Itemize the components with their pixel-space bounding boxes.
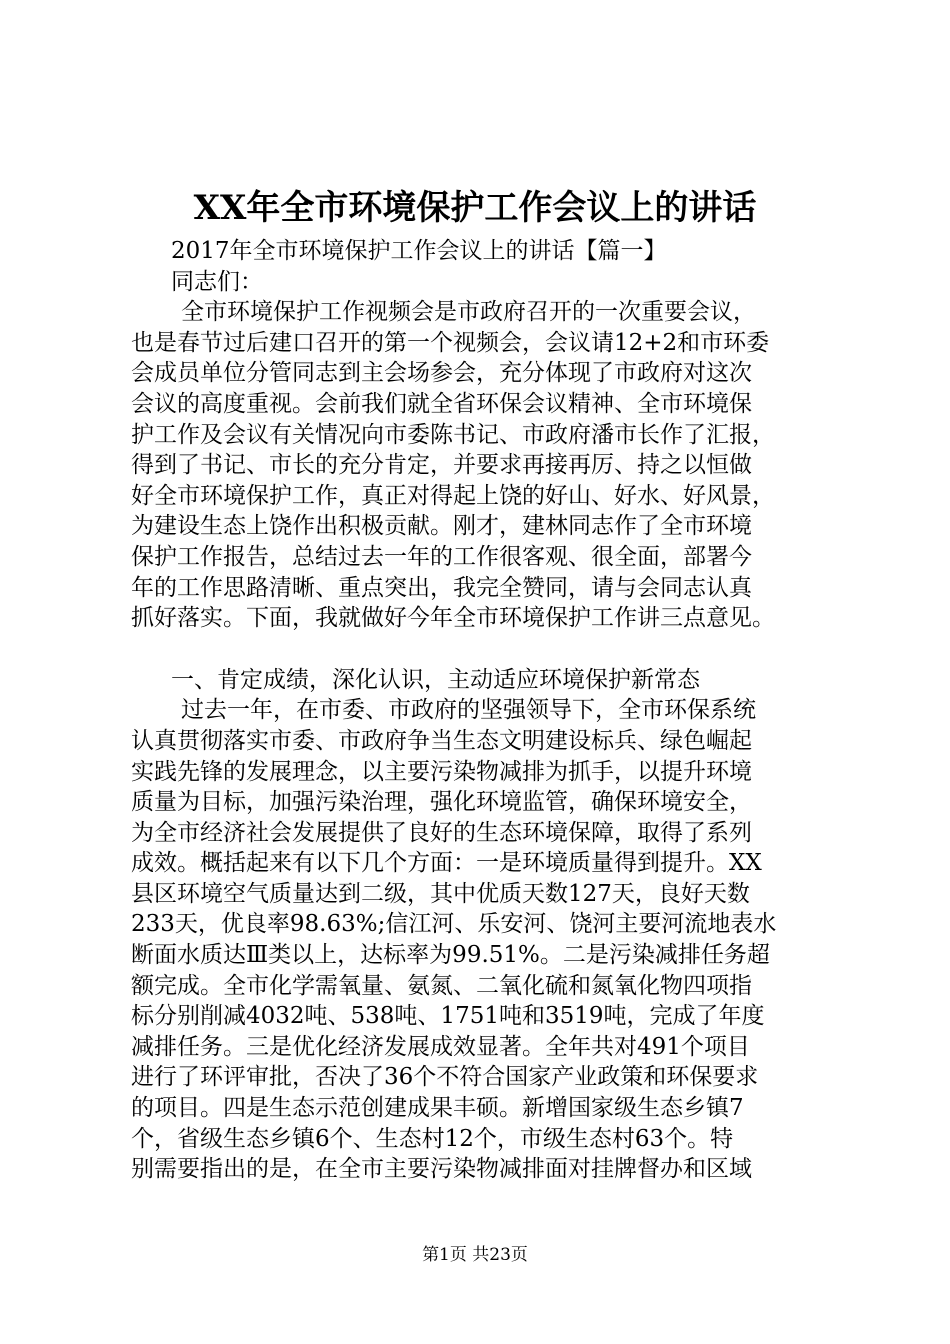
document-title: XX年全市环境保护工作会议上的讲话 <box>193 188 757 228</box>
paragraph-line: 也是春节过后建口召开的第一个视频会，会议请12+2和市环委 <box>131 329 770 356</box>
paragraph-line: 个，省级生态乡镇6个、生态村12个，市级生态村63个。特 <box>131 1125 734 1152</box>
paragraph-line: 好全市环境保护工作，真正对得起上饶的好山、好水、好风景， <box>131 482 775 509</box>
paragraph-line: 为全市经济社会发展提供了良好的生态环境保障，取得了系列 <box>131 819 752 846</box>
paragraph-line: 标分别削减4032吨、538吨、1751吨和3519吨，完成了年度 <box>131 1003 765 1030</box>
paragraph-line: 认真贯彻落实市委、市政府争当生态文明建设标兵、绿色崛起 <box>131 727 752 754</box>
paragraph-gap <box>131 634 851 665</box>
paragraph-line: 会成员单位分管同志到主会场参会，充分体现了市政府对这次 <box>131 360 752 387</box>
paragraph-line: 全市环境保护工作视频会是市政府召开的一次重要会议， <box>181 299 756 326</box>
paragraph-line: 进行了环评审批，否决了36个不符合国家产业政策和环保要求 <box>131 1064 759 1091</box>
paragraph-line: 成效。概括起来有以下几个方面：一是环境质量得到提升。XX <box>131 850 762 877</box>
document-subtitle: 2017年全市环境保护工作会议上的讲话【篇一】 <box>171 238 667 264</box>
paragraph-line: 别需要指出的是，在全市主要污染物减排面对挂牌督办和区域 <box>131 1156 752 1183</box>
paragraph-line: 为建设生态上饶作出积极贡献。刚才，建林同志作了全市环境 <box>131 513 752 540</box>
salutation: 同志们： <box>171 268 263 295</box>
document-body <box>131 236 851 1185</box>
page-footer: 第1页 共23页 <box>422 1245 528 1265</box>
paragraph-line: 过去一年，在市委、市政府的坚强领导下，全市环保系统 <box>181 697 756 724</box>
paragraph-line: 的项目。四是生态示范创建成果丰硕。新增国家级生态乡镇7 <box>131 1095 744 1122</box>
paragraph-line: 质量为目标，加强污染治理，强化环境监管，确保环境安全， <box>131 789 752 816</box>
section-heading-1: 一、肯定成绩，深化认识，主动适应环境保护新常态 <box>171 666 700 693</box>
paragraph-line: 断面水质达Ⅲ类以上，达标率为99.51%。二是污染减排任务超 <box>131 942 770 969</box>
paragraph-line: 抓好落实。下面，我就做好今年全市环境保护工作讲三点意见。 <box>131 605 775 632</box>
paragraph-line: 减排任务。三是优化经济发展成效显著。全年共对491个项目 <box>131 1033 750 1060</box>
paragraph-line: 会议的高度重视。会前我们就全省环保会议精神、全市环境保 <box>131 390 752 417</box>
paragraph-line: 县区环境空气质量达到二级，其中优质天数127天，良好天数 <box>131 880 750 907</box>
paragraph-2 <box>131 695 851 1185</box>
paragraph-line: 保护工作报告，总结过去一年的工作很客观、很全面，部署今 <box>131 543 752 570</box>
paragraph-line: 实践先锋的发展理念，以主要污染物减排为抓手，以提升环境 <box>131 758 752 785</box>
paragraph-line: 额完成。全市化学需氧量、氨氮、二氧化硫和氮氧化物四项指 <box>131 972 752 999</box>
paragraph-1 <box>131 297 851 634</box>
paragraph-line: 年的工作思路清晰、重点突出，我完全赞同，请与会同志认真 <box>131 574 752 601</box>
paragraph-line: 233天，优良率98.63%;信江河、乐安河、饶河主要河流地表水 <box>131 911 777 938</box>
paragraph-line: 护工作及会议有关情况向市委陈书记、市政府潘市长作了汇报， <box>131 421 775 448</box>
paragraph-line: 得到了书记、市长的充分肯定，并要求再接再厉、持之以恒做 <box>131 452 752 479</box>
